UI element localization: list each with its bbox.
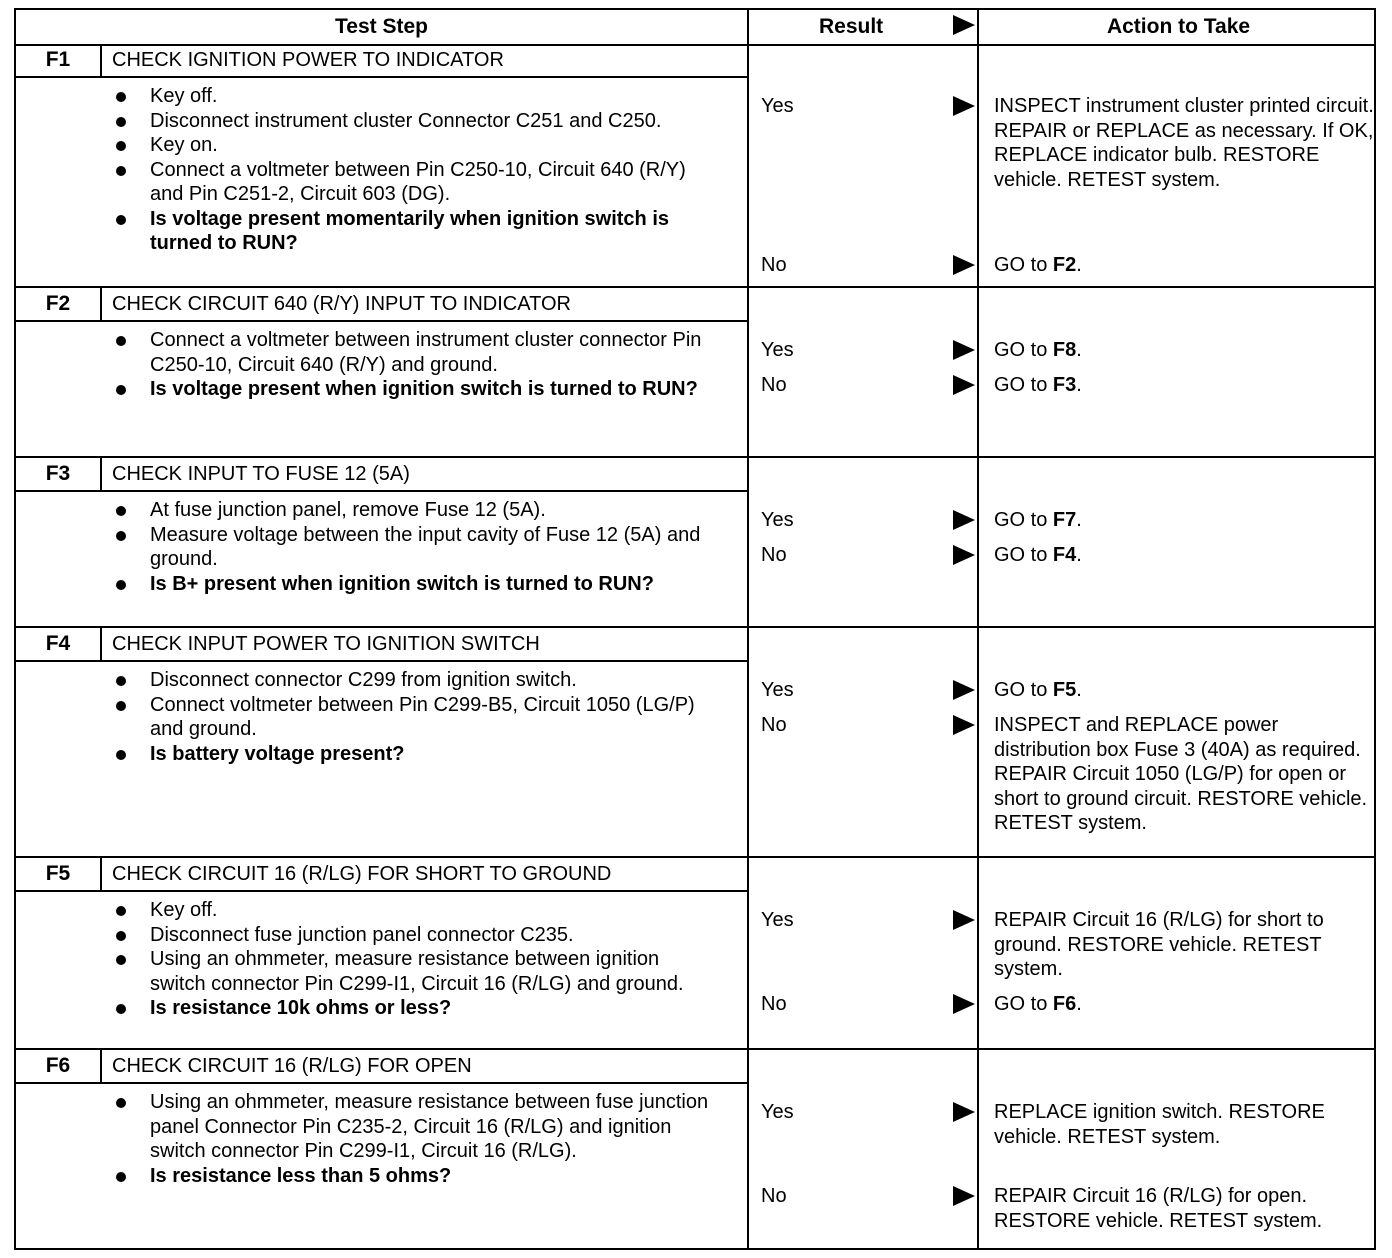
instruction-item [116, 668, 716, 693]
action-prefix: GO to [994, 679, 1053, 701]
header-test-step: Test Step [335, 15, 428, 38]
result-arrow-icon [953, 1186, 975, 1206]
bullet-icon [116, 1172, 126, 1182]
action-prefix: GO to [994, 544, 1053, 566]
test-step-f1 [16, 44, 1374, 288]
action-suffix: . [1076, 339, 1082, 361]
header-action: Action to Take [1106, 15, 1251, 38]
bullet-icon [116, 117, 126, 127]
instruction-text: Connect a voltmeter between Pin C250-10, Circuit 640 (R/Y) and Pin C251-2, Circuit 603 (DG). [150, 158, 686, 205]
action-to-take [994, 508, 1374, 533]
result-no: No [761, 1185, 787, 1207]
step-id-divider [100, 628, 102, 660]
diagnostic-table [14, 8, 1376, 1250]
test-step-f4 [16, 628, 1374, 858]
instruction-question [116, 996, 716, 1021]
result-yes: Yes [761, 1101, 794, 1123]
bullet-icon [116, 1098, 126, 1108]
bullet-icon [116, 750, 126, 760]
bullet-icon [116, 141, 126, 151]
step-header [16, 1050, 747, 1084]
action-to-take [994, 373, 1374, 398]
header-arrow-icon [953, 15, 975, 35]
step-id-divider [100, 458, 102, 490]
result-yes: Yes [761, 509, 794, 531]
step-instructions [116, 84, 716, 256]
instruction-item [116, 523, 716, 572]
action-suffix: . [1076, 679, 1082, 701]
bullet-icon [116, 931, 126, 941]
step-id: F6 [45, 1054, 71, 1077]
bullet-icon [116, 676, 126, 686]
action-step-reference: F4 [1052, 544, 1077, 566]
result-arrow-icon [953, 1102, 975, 1122]
step-instructions [116, 898, 716, 1021]
bullet-icon [116, 531, 126, 541]
instruction-text: Key off. [150, 899, 218, 921]
question-text: Is resistance less than 5 ohms? [150, 1164, 452, 1187]
instruction-item [116, 898, 716, 923]
result-arrow-icon [953, 255, 975, 275]
result-arrow-icon [953, 510, 975, 530]
question-text: Is battery voltage present? [150, 742, 405, 765]
instruction-text: Disconnect instrument cluster Connector C251 and C250. [150, 109, 662, 132]
step-title: CHECK CIRCUIT 16 (R/LG) FOR SHORT TO GROUND [112, 863, 612, 885]
instruction-item [116, 923, 716, 948]
action-to-take: REPAIR Circuit 16 (R/LG) for short to ground. RESTORE vehicle. RETEST system. [994, 909, 1324, 980]
action-to-take: REPAIR Circuit 16 (R/LG) for open. RESTORE vehicle. RETEST system. [994, 1185, 1323, 1232]
instruction-item [116, 158, 716, 207]
instruction-question [116, 377, 716, 402]
action-to-take: REPLACE ignition switch. RESTORE vehicle. RETEST system. [994, 1101, 1325, 1148]
question-text: Is resistance 10k ohms or less? [150, 997, 452, 1019]
step-id-divider [100, 858, 102, 890]
step-title: CHECK INPUT POWER TO IGNITION SWITCH [112, 633, 540, 655]
test-step-f5 [16, 858, 1374, 1050]
action-to-take [994, 253, 1374, 278]
action-prefix: GO to [994, 339, 1053, 361]
result-yes: Yes [761, 679, 794, 701]
instruction-question [116, 207, 716, 256]
test-step-f3 [16, 458, 1374, 628]
result-arrow-icon [953, 715, 975, 735]
header-result: Result [819, 15, 884, 38]
step-header [16, 458, 747, 492]
step-id: F4 [45, 632, 71, 655]
action-step-reference: F2 [1052, 254, 1077, 276]
instruction-item [116, 498, 716, 523]
action-to-take [994, 543, 1374, 568]
result-yes: Yes [761, 339, 794, 361]
result-arrow-icon [953, 680, 975, 700]
result-arrow-icon [953, 910, 975, 930]
instruction-item [116, 328, 716, 377]
instruction-text: Disconnect fuse junction panel connector C235. [150, 923, 574, 946]
action-step-reference: F8 [1052, 339, 1077, 361]
action-suffix: . [1076, 254, 1082, 276]
result-arrow-icon [953, 96, 975, 116]
step-id: F3 [45, 462, 71, 485]
step-instructions [116, 328, 716, 402]
step-id-divider [100, 44, 102, 76]
action-suffix: . [1076, 509, 1082, 531]
result-no: No [761, 714, 787, 736]
test-step-f6 [16, 1050, 1374, 1250]
bullet-icon [116, 385, 126, 395]
step-title: CHECK IGNITION POWER TO INDICATOR [112, 49, 504, 71]
question-text: Is voltage present momentarily when ignition switch is turned to RUN? [150, 207, 669, 254]
step-header [16, 858, 747, 892]
action-suffix: . [1076, 993, 1082, 1015]
result-yes: Yes [761, 909, 794, 931]
instruction-text: Measure voltage between the input cavity of Fuse 12 (5A) and ground. [150, 523, 701, 570]
action-prefix: GO to [994, 254, 1053, 276]
instruction-text: Using an ohmmeter, measure resistance between ignition switch connector Pin C299-I1, Circuit 16 (R/LG) and ground. [150, 948, 684, 995]
step-title: CHECK CIRCUIT 640 (R/Y) INPUT TO INDICATOR [112, 293, 571, 315]
bullet-icon [116, 215, 126, 225]
step-id-divider [100, 288, 102, 320]
action-step-reference: F5 [1052, 679, 1077, 701]
step-header [16, 628, 747, 662]
action-step-reference: F6 [1052, 993, 1077, 1015]
instruction-item [116, 84, 716, 109]
result-arrow-icon [953, 375, 975, 395]
action-to-take: INSPECT instrument cluster printed circuit. REPAIR or REPLACE as necessary. If OK, REPLACE indicator bulb. RESTORE vehicle. RETEST system. [994, 95, 1374, 191]
bullet-icon [116, 701, 126, 711]
result-no: No [761, 254, 787, 276]
bullet-icon [116, 955, 126, 965]
instruction-question [116, 572, 716, 597]
result-yes: Yes [761, 95, 794, 117]
step-id: F5 [45, 862, 71, 885]
action-suffix: . [1076, 374, 1082, 396]
instruction-question [116, 1164, 716, 1189]
question-text: Is B+ present when ignition switch is turned to RUN? [150, 572, 654, 595]
instruction-item [116, 693, 716, 742]
action-step-reference: F7 [1052, 509, 1077, 531]
step-id-divider [100, 1050, 102, 1082]
bullet-icon [116, 506, 126, 516]
step-title: CHECK CIRCUIT 16 (R/LG) FOR OPEN [112, 1055, 472, 1077]
instruction-text: Disconnect connector C299 from ignition switch. [150, 669, 577, 691]
step-id: F1 [45, 48, 71, 71]
action-suffix: . [1076, 544, 1082, 566]
bullet-icon [116, 906, 126, 916]
instruction-item [116, 1090, 716, 1164]
instruction-text: Using an ohmmeter, measure resistance between fuse junction panel Connector Pin C235-2, Circuit 16 (R/LG) and ignition switch connector Pin C299-I1, Circuit 16 (R/LG). [150, 1091, 709, 1162]
instruction-text: Connect a voltmeter between instrument cluster connector Pin C250-10, Circuit 640 (R/Y) and ground. [150, 329, 702, 376]
instruction-text: Key on. [150, 134, 218, 156]
step-header [16, 44, 747, 78]
result-no: No [761, 544, 787, 566]
step-id: F2 [45, 292, 71, 315]
action-to-take [994, 338, 1374, 363]
instruction-item [116, 947, 716, 996]
bullet-icon [116, 580, 126, 590]
instruction-text: At fuse junction panel, remove Fuse 12 (5A). [150, 499, 546, 521]
result-arrow-icon [953, 545, 975, 565]
bullet-icon [116, 336, 126, 346]
step-header [16, 288, 747, 322]
bullet-icon [116, 166, 126, 176]
action-to-take: INSPECT and REPLACE power distribution box Fuse 3 (40A) as required. REPAIR Circuit 1050 (LG/P) for open or short to ground circuit. RESTORE vehicle. RETEST system. [994, 714, 1368, 834]
test-step-f2 [16, 288, 1374, 458]
step-title: CHECK INPUT TO FUSE 12 (5A) [112, 463, 410, 485]
result-arrow-icon [953, 994, 975, 1014]
step-instructions [116, 1090, 716, 1188]
instruction-item [116, 133, 716, 158]
action-prefix: GO to [994, 993, 1053, 1015]
result-no: No [761, 374, 787, 396]
action-prefix: GO to [994, 374, 1053, 396]
action-to-take [994, 992, 1374, 1017]
action-to-take [994, 678, 1374, 703]
instruction-text: Key off. [150, 85, 218, 107]
step-instructions [116, 668, 716, 766]
action-step-reference: F3 [1052, 374, 1077, 396]
bullet-icon [116, 92, 126, 102]
bullet-icon [116, 1004, 126, 1014]
instruction-item [116, 109, 716, 134]
step-instructions [116, 498, 716, 596]
result-no: No [761, 993, 787, 1015]
action-prefix: GO to [994, 509, 1053, 531]
instruction-text: Connect voltmeter between Pin C299-B5, Circuit 1050 (LG/P) and ground. [150, 693, 695, 740]
question-text: Is voltage present when ignition switch is turned to RUN? [150, 378, 698, 400]
result-arrow-icon [953, 340, 975, 360]
instruction-question [116, 742, 716, 767]
